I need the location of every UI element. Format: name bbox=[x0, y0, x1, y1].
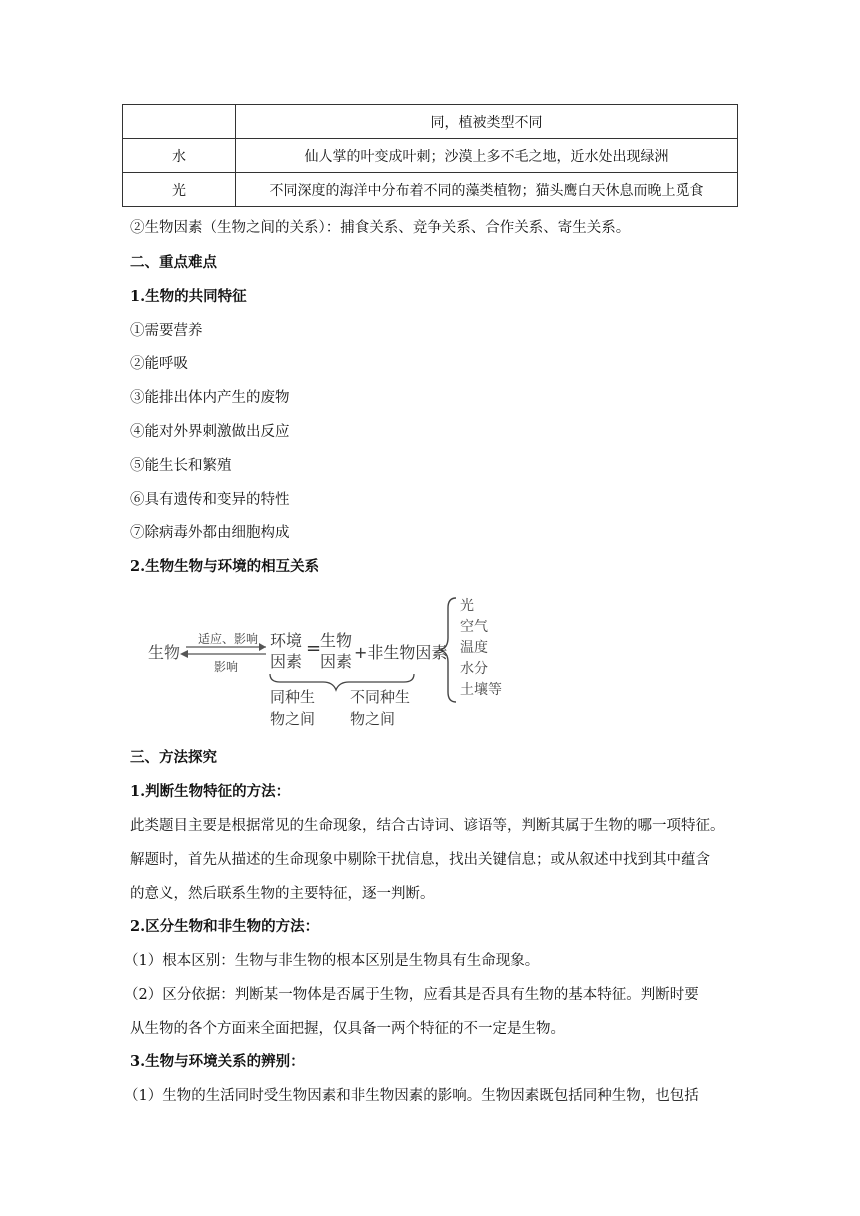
table-cell bbox=[123, 105, 236, 139]
arrow-top-label: 适应、影响 bbox=[198, 632, 259, 646]
env-factor-line: 环境 bbox=[270, 631, 303, 650]
nonbio-item: 水分 bbox=[460, 661, 488, 677]
table-cell: 仙人掌的叶变成叶刺；沙漠上多不毛之地，近水处出现绿洲 bbox=[236, 139, 738, 173]
nonbio-item: 光 bbox=[460, 598, 474, 614]
list-item: ⑦除病毒外都由细胞构成 bbox=[130, 525, 290, 541]
env-factor-label bbox=[270, 630, 302, 672]
relationship-diagram bbox=[148, 594, 518, 730]
table-cell: 不同深度的海洋中分布着不同的藻类植物；猫头鹰白天休息而晚上觅食 bbox=[236, 173, 738, 207]
paragraph-line: 从生物的各个方面来全面把握，仅具备一两个特征的不一定是生物。 bbox=[130, 1021, 565, 1037]
table-cell: 水 bbox=[123, 139, 236, 173]
diff-species-line: 不同种生 bbox=[350, 688, 411, 706]
table-row bbox=[123, 139, 738, 173]
nonbio-item: 土壤等 bbox=[460, 682, 502, 698]
organism-label: 生物 bbox=[148, 643, 181, 662]
paragraph-line: 此类题目主要是根据常见的生命现象，结合古诗词、谚语等，判断其属于生物的哪一项特征。 bbox=[130, 818, 725, 834]
list-item: ⑥具有遗传和变异的特性 bbox=[130, 492, 290, 508]
paragraph-line: （1）生物的生活同时受生物因素和非生物因素的影响。生物因素既包括同种生物，也包括 bbox=[124, 1088, 699, 1104]
bio-factor-line: 因素 bbox=[320, 652, 353, 671]
table-cell: 同，植被类型不同 bbox=[236, 105, 738, 139]
nonbio-factor-label: +非生物因素 bbox=[354, 643, 448, 662]
subsection-heading: 3.生物与环境关系的辨别： bbox=[130, 1053, 305, 1070]
table-cell: 光 bbox=[123, 173, 236, 207]
table-row bbox=[123, 105, 738, 139]
equals-sign: = bbox=[306, 638, 322, 659]
diff-species-label bbox=[350, 686, 410, 730]
nonbio-list bbox=[460, 596, 502, 701]
section-heading: 三、方法探究 bbox=[130, 749, 217, 766]
list-item: ④能对外界刺激做出反应 bbox=[130, 424, 290, 440]
bio-factor-label bbox=[320, 630, 352, 672]
paragraph-line: （1）根本区别：生物与非生物的根本区别是生物具有生命现象。 bbox=[124, 953, 540, 969]
paragraph-line: 解题时，首先从描述的生命现象中剔除干扰信息，找出关键信息；或从叙述中找到其中蕴含 bbox=[130, 852, 710, 868]
arrow-bottom-label: 影响 bbox=[214, 660, 239, 674]
nonbio-item: 空气 bbox=[460, 619, 488, 635]
subsection-heading: 1.判断生物特征的方法： bbox=[130, 783, 291, 800]
list-item: ②能呼吸 bbox=[130, 356, 188, 372]
same-species-label bbox=[270, 686, 315, 730]
same-species-line: 物之间 bbox=[270, 710, 316, 728]
table-row bbox=[123, 173, 738, 207]
bio-factor-line: 生物 bbox=[320, 631, 353, 650]
subsection-heading: 2.区分生物和非生物的方法： bbox=[130, 918, 320, 935]
bio-factor-text: ②生物因素（生物之间的关系）：捕食关系、竞争关系、合作关系、寄生关系。 bbox=[130, 220, 631, 236]
list-item: ①需要营养 bbox=[130, 323, 203, 339]
paragraph-line: （2）区分依据：判断某一物体是否属于生物，应看其是否具有生物的基本特征。判断时要 bbox=[124, 987, 699, 1003]
paragraph-line: 的意义，然后联系生物的主要特征，逐一判断。 bbox=[130, 886, 435, 902]
factor-table bbox=[122, 104, 738, 207]
env-factor-line: 因素 bbox=[270, 652, 303, 671]
nonbio-item: 温度 bbox=[460, 640, 488, 656]
diff-species-line: 物之间 bbox=[350, 710, 396, 728]
subsection-heading: 1.生物的共同特征 bbox=[130, 288, 247, 305]
list-item: ③能排出体内产生的废物 bbox=[130, 390, 290, 406]
subsection-heading: 2.生物生物与环境的相互关系 bbox=[130, 558, 320, 575]
section-heading: 二、重点难点 bbox=[130, 254, 217, 271]
same-species-line: 同种生 bbox=[270, 688, 316, 706]
list-item: ⑤能生长和繁殖 bbox=[130, 458, 232, 474]
